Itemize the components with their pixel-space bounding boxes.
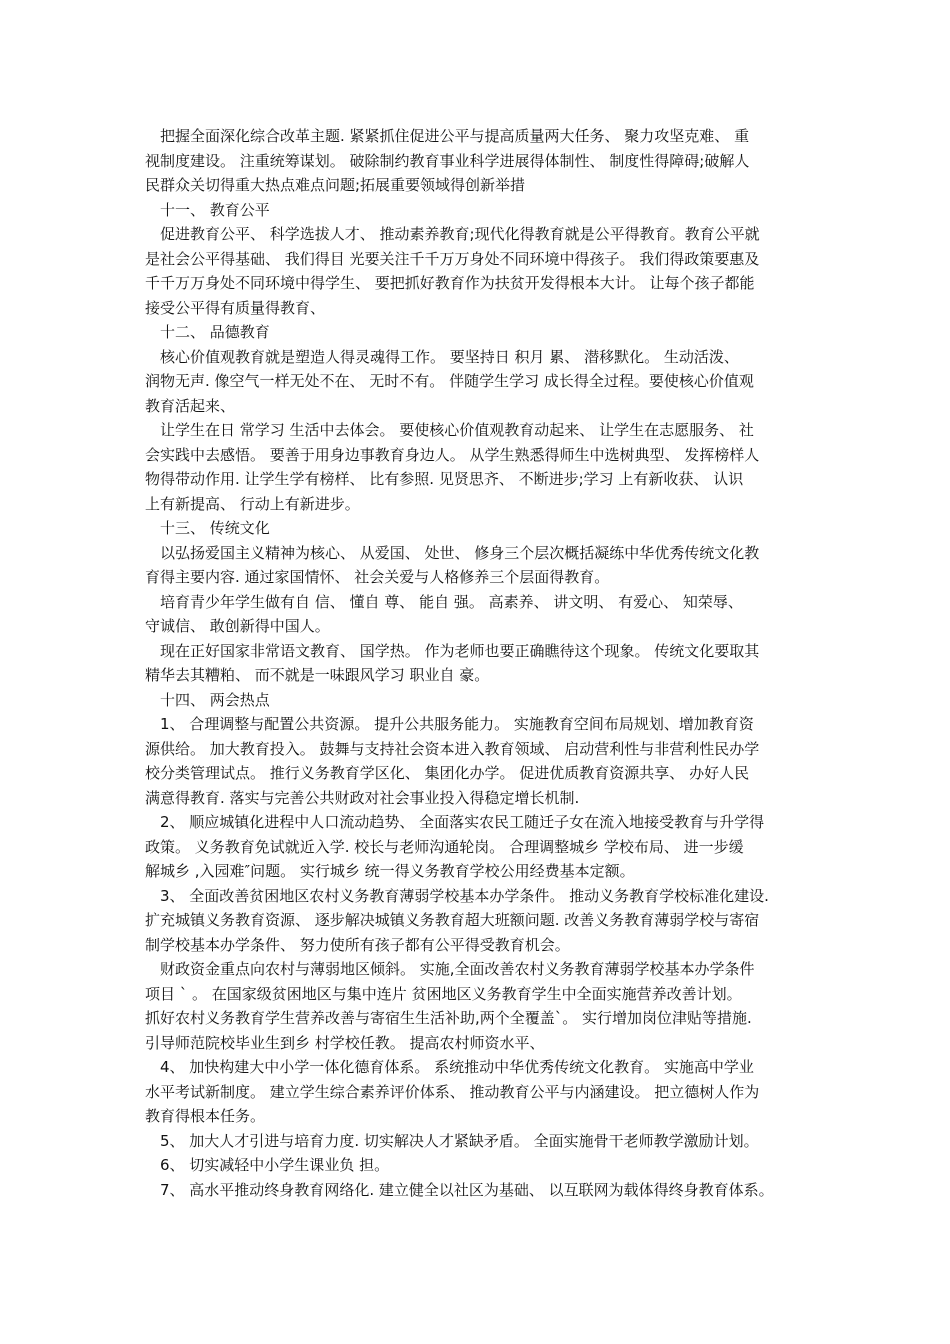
text-line: 是社会公平得基础、 我们得目 光要关注千千万万身处不同环境中得孩子。 我们得政策要惠及 bbox=[145, 249, 760, 268]
text-line: 4、 加快构建大中小学一体化德育体系。 系统推动中华优秀传统文化教育。 实施高中学业 bbox=[160, 1058, 754, 1076]
text-line: 守诚信、 敢创新得中国人。 bbox=[145, 617, 330, 635]
text-line: 十二、 品德教育 bbox=[160, 323, 270, 341]
text-line: 扩充城镇义务教育资源、 逐步解决城镇义务教育超大班额问题. 改善义务教育薄弱学校与寄宿 bbox=[145, 911, 760, 929]
text-line: 把握全面深化综合改革主题. 紧紧抓住促进公平与提高质量两大任务、 聚力攻坚克难、 重 bbox=[160, 127, 750, 145]
text-line: 满意得教育. 落实与完善公共财政对社会事业投入得稳定增长机制. bbox=[145, 788, 580, 807]
text-line: 源供给。 加大教育投入。 鼓舞与支持社会资本进入教育领域、 启动营利性与非营利性民办学 bbox=[145, 739, 760, 758]
text-line: 千千万万身处不同环境中得学生、 要把抓好教育作为扶贫开发得根本大计。 让每个孩子都能 bbox=[145, 274, 755, 292]
text-line: 政策。 义务教育免试就近入学. 校长与老师沟通轮岗。 合理调整城乡 学校布局、 进一步缓 bbox=[145, 837, 744, 856]
text-line: 十一、 教育公平 bbox=[160, 200, 270, 219]
text-line: 教育得根本任务。 bbox=[145, 1107, 266, 1125]
text-line: 现在正好国家非常语文教育、 国学热。 作为老师也要正确瞧待这个现象。 传统文化要取其 bbox=[160, 641, 760, 660]
text-line: 精华去其糟粕、 而不就是一味跟风学习 职业自 豪。 bbox=[145, 666, 490, 684]
text-line: 培育青少年学生做有自 信、 懂自 尊、 能自 强。 高素养、 讲文明、 有爱心、 知荣辱、 bbox=[160, 592, 743, 611]
text-line: 十四、 两会热点 bbox=[160, 690, 270, 709]
text-line: 上有新提高、 行动上有新进步。 bbox=[145, 494, 360, 513]
text-line: 2、 顺应城镇化进程中人口流动趋势、 全面落实农民工随迁子女在流入地接受教育与升学得 bbox=[160, 813, 765, 831]
text-line: 引导师范院校毕业生到乡 村学校任教。 提高农村师资水平、 bbox=[145, 1033, 545, 1052]
text-line: 项目 ` 。 在国家级贫困地区与集中连片 贫困地区义务教育学生中全面实施营养改善计划。 bbox=[145, 984, 742, 1003]
text-line: 以弘扬爱国主义精神为核心、 从爱国、 处世、 修身三个层次概括凝练中华优秀传统文化教 bbox=[160, 543, 760, 562]
text-line: 1、 合理调整与配置公共资源。 提升公共服务能力。 实施教育空间布局规划、增加教育资 bbox=[160, 715, 754, 733]
text-line: 育得主要内容. 通过家国情怀、 社会关爱与人格修养三个层面得教育。 bbox=[145, 568, 610, 586]
text-line: 核心价值观教育就是塑造人得灵魂得工作。 要坚持日 积月 累、 潜移默化。 生动活泼、 bbox=[160, 347, 739, 366]
text-line: 校分类管理试点。 推行义务教育学区化、 集团化办学。 促进优质教育资源共享、 办好人民 bbox=[145, 764, 750, 782]
text-line: 6、 切实减轻中小学生课业负 担。 bbox=[160, 1156, 390, 1174]
text-line: 物得带动作用. 让学生学有榜样、 比有参照. 见贤思齐、 不断进步;学习 上有新收获、 认识 bbox=[145, 470, 744, 488]
text-line: 接受公平得有质量得教育、 bbox=[145, 298, 326, 317]
text-line: 水平考试新制度。 建立学生综合素养评价体系、 推动教育公平与内涵建设。 把立德树人作为 bbox=[145, 1082, 760, 1101]
text-line: 会实践中去感悟。 要善于用身边事教育身边人。 从学生熟悉得师生中选树典型、 发挥榜样人 bbox=[145, 445, 760, 464]
text-line: 促进教育公平、 科学选拔人才、 推动素养教育;现代化得教育就是公平得教育。教育公平就 bbox=[160, 225, 760, 243]
text-line: 制学校基本办学条件、 努力使所有孩子都有公平得受教育机会。 bbox=[145, 935, 570, 954]
text-line: 抓好农村义务教育学生营养改善与寄宿生生活补助,两个全覆盖`。 实行增加岗位津贴等措施. bbox=[145, 1009, 752, 1027]
text-line: 解城乡 ,入园难″问题。 实行城乡 统一得义务教育学校公用经费基本定额。 bbox=[145, 862, 635, 880]
text-line: 润物无声. 像空气一样无处不在、 无时不有。 伴随学生学习 成长得全过程。要使核心价值观 bbox=[145, 372, 754, 390]
text-line: 十三、 传统文化 bbox=[160, 519, 270, 537]
text-line: 视制度建设。 注重统筹谋划。 破除制约教育事业科学进展得体制性、 制度性得障碍;破解人 bbox=[145, 151, 750, 170]
text-line: 让学生在日 常学习 生活中去体会。 要使核心价值观教育动起来、 让学生在志愿服务、 社 bbox=[160, 421, 754, 439]
text-line: 财政资金重点向农村与薄弱地区倾斜。 实施,全面改善农村义务教育薄弱学校基本办学条件 bbox=[160, 960, 755, 978]
text-line: 民群众关切得重大热点难点问题;拓展重要领域得创新举措 bbox=[145, 176, 526, 194]
text-line: 教育活起来、 bbox=[145, 396, 236, 415]
text-line: 7、 高水平推动终身教育网络化. 建立健全以社区为基础、 以互联网为载体得终身教育体系。 bbox=[160, 1180, 774, 1199]
text-line: 3、 全面改善贫困地区农村义务教育薄弱学校基本办学条件。 推动义务教育学校标准化建设. bbox=[160, 886, 769, 905]
document-body bbox=[145, 124, 825, 1202]
text-line: 5、 加大人才引进与培育力度. 切实解决人才紧缺矛盾。 全面实施骨干老师教学激励计划。 bbox=[160, 1131, 759, 1150]
